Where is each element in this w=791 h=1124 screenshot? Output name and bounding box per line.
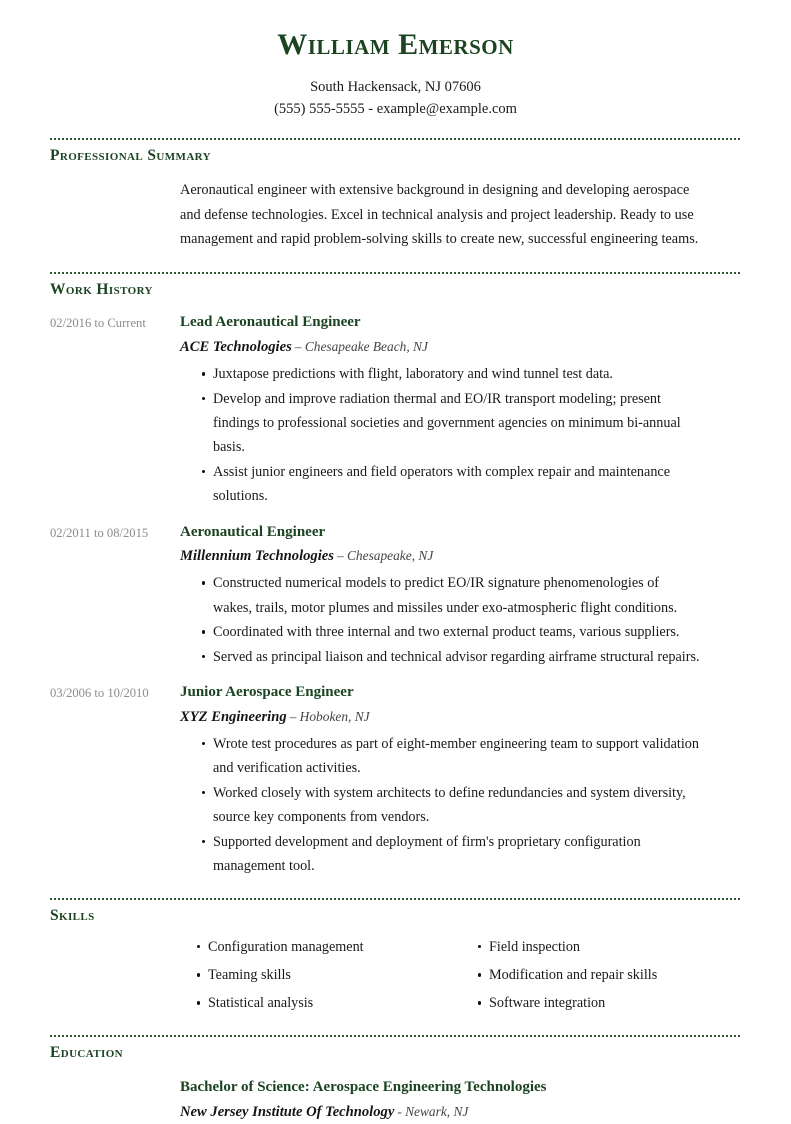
job-responsibility-list [180,362,731,509]
job-organization-line [180,544,731,568]
job-responsibility-list [180,732,731,879]
job-responsibility: Wrote test procedures as part of eight-member engineering team to support validation and verification activities. [202,732,701,781]
education-location: - Newark, NJ [397,1103,469,1119]
job-responsibility: Served as principal liaison and technical advisor regarding airframe structural repairs. [202,645,701,669]
work-history-entry [50,669,741,878]
section-title-work-history: Work History [50,280,153,298]
job-title: Junior Aerospace Engineer [180,684,354,701]
section-work-history [50,272,741,879]
job-responsibility: Develop and improve radiation thermal and EO/IR transport modeling; present findings to professional societies and government agencies on minimum bi-annual basis. [202,387,701,460]
section-skills [50,898,741,1021]
job-company: Millennium Technologies [180,548,334,565]
job-title: Lead Aeronautical Engineer [180,314,361,331]
education-degree: Bachelor of Science: Aerospace Engineering Technologies [180,1079,547,1096]
resume-header [50,0,741,120]
job-details [180,522,741,669]
section-education [50,1035,741,1123]
skill-list [478,937,759,1021]
job-responsibility-list [180,571,731,669]
section-title-professional-summary: Professional Summary [50,147,211,165]
section-title-skills: Skills [50,907,95,925]
skill-item: Statistical analysis [197,993,478,1021]
candidate-address: South Hackensack, NJ 07606 [310,78,481,95]
section-title-education: Education [50,1044,124,1062]
job-responsibility: Coordinated with three internal and two external product teams, various suppliers. [202,620,701,644]
job-responsibility: Constructed numerical models to predict EO/IR signature phenomenologies of wakes, trails, motor plumes and missiles under exo-atmospheric flight conditions. [202,571,701,620]
skill-item: Modification and repair skills [478,965,759,993]
skills-columns [197,926,741,1021]
section-divider [50,138,740,140]
job-dates: 03/2006 to 10/2010 [50,686,149,701]
education-entry [180,1063,741,1124]
candidate-contact: (555) 555-5555 - example@example.com [274,100,517,117]
job-dates: 02/2011 to 08/2015 [50,525,149,540]
skill-item: Configuration management [197,937,478,965]
job-title: Aeronautical Engineer [180,523,326,540]
education-organization-line [180,1100,741,1124]
job-location: – Chesapeake, NJ [336,548,434,564]
skill-item: Field inspection [478,937,759,965]
job-responsibility: Supported development and deployment of firm's proprietary configuration management tool. [202,830,701,879]
skills-column-left [197,937,478,1021]
job-location: – Chesapeake Beach, NJ [294,339,428,355]
professional-summary-text: Aeronautical engineer with extensive background in designing and developing aerospace and defense technologies. Excel in technical analysis and project leadership. Ready to use management and rapid problem-solving skills to create new, successful engineering teams. [180,182,699,248]
job-location: – Hoboken, NJ [289,708,370,724]
job-responsibility: Juxtapose predictions with flight, laboratory and wind tunnel test data. [202,362,701,386]
skill-item: Software integration [478,993,759,1021]
skills-column-right [478,937,759,1021]
job-company: ACE Technologies [180,339,292,356]
section-divider [50,272,740,274]
skill-list [197,937,478,1021]
job-organization-line [180,335,731,359]
skill-item: Teaming skills [197,965,478,993]
job-details [180,312,741,508]
section-professional-summary [50,138,741,251]
work-history-entry [50,509,741,669]
job-responsibility: Worked closely with system architects to define redundancies and system diversity, source key components from vendors. [202,781,701,830]
job-organization-line [180,705,731,729]
candidate-name: William Emerson [277,28,514,61]
work-history-entry [50,299,741,508]
job-details [180,682,741,878]
job-responsibility: Assist junior engineers and field operators with complex repair and maintenance solutions. [202,460,701,509]
job-company: XYZ Engineering [180,708,287,725]
section-divider [50,1035,740,1037]
section-divider [50,898,740,900]
education-school: New Jersey Institute Of Technology [180,1103,395,1120]
job-dates: 02/2016 to Current [50,316,146,331]
